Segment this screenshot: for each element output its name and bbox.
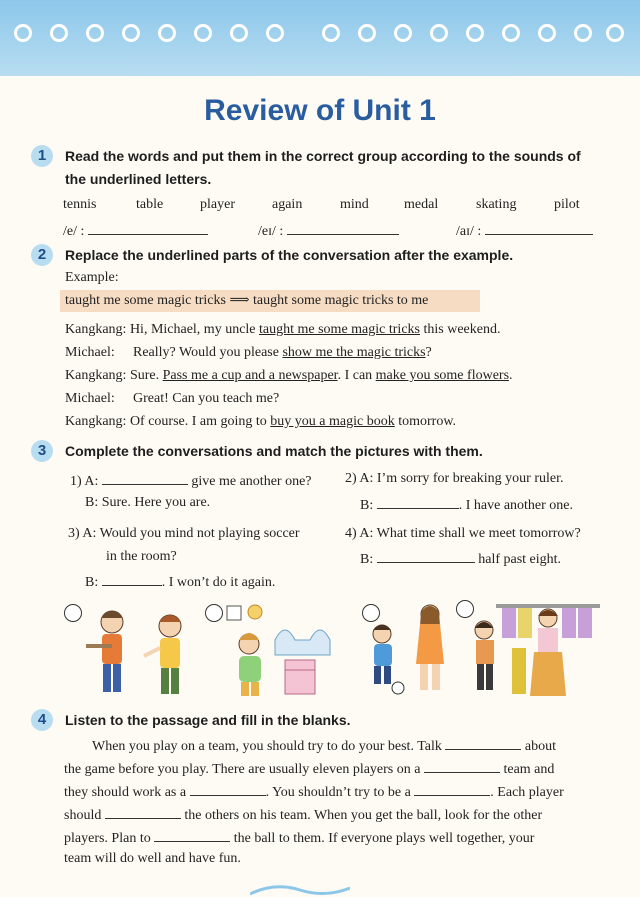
answer-blank[interactable] xyxy=(154,827,230,842)
page-title: Review of Unit 1 xyxy=(204,94,436,127)
dialogue-line: Michael: Really? Would you please show me the magic tricks? xyxy=(65,345,432,360)
dialogue-line: Kangkang: Of course. I am going to buy you a magic book tomorrow. xyxy=(65,414,457,429)
footer-wave-decoration xyxy=(250,880,350,897)
answer-blank[interactable] xyxy=(424,758,500,773)
word-player: player xyxy=(200,197,235,212)
decorative-ring xyxy=(50,24,68,42)
decorative-ring xyxy=(430,24,448,42)
word-mind: mind xyxy=(340,197,369,212)
decorative-ring xyxy=(502,24,520,42)
decorative-ring xyxy=(538,24,556,42)
sound-group-ai: /aɪ/ : xyxy=(456,220,593,241)
section-number-badge: 4 xyxy=(31,709,53,731)
sound-group-ei: /eɪ/ : xyxy=(258,220,399,241)
conversation-3-a: 3) A: Would you mind not playing soccer xyxy=(68,526,300,541)
word-table: table xyxy=(136,197,164,212)
answer-blank[interactable] xyxy=(88,220,208,235)
answer-blank[interactable] xyxy=(485,220,593,235)
word-again: again xyxy=(272,197,303,212)
example-line: taught me some magic tricks ⟹ taught some magic tricks to me xyxy=(65,293,429,308)
picture-clothes-rack xyxy=(225,600,345,700)
picture-two-boys-ruler xyxy=(84,600,204,700)
answer-blank[interactable] xyxy=(445,735,521,750)
conversation-2-b: B: . I have another one. xyxy=(360,494,573,515)
match-circle[interactable] xyxy=(64,604,82,622)
decorative-ring xyxy=(194,24,212,42)
decorative-ring xyxy=(14,24,32,42)
answer-blank[interactable] xyxy=(102,571,162,586)
word-medal: medal xyxy=(404,197,439,212)
conversation-4-a: 4) A: What time shall we meet tomorrow? xyxy=(345,526,581,541)
match-circle[interactable] xyxy=(205,604,223,622)
decorative-ring xyxy=(322,24,340,42)
section-heading: Replace the underlined parts of the conversation after the example. xyxy=(65,247,514,263)
answer-blank[interactable] xyxy=(287,220,399,235)
decorative-ring xyxy=(606,24,624,42)
passage-line: they should work as a . You shouldn’t try to be a . Each player xyxy=(64,781,564,802)
passage-line: team will do well and have fun. xyxy=(64,851,241,866)
section-heading: Complete the conversations and match the pictures with them. xyxy=(65,443,483,459)
conversation-4-b: B: half past eight. xyxy=(360,548,561,569)
section-number-badge: 1 xyxy=(31,145,53,167)
section-heading: Read the words and put them in the correct group according to the sounds of the underlined letters. xyxy=(65,148,581,187)
top-banner xyxy=(0,0,640,76)
passage-line: the game before you play. There are usually eleven players on a team and xyxy=(64,758,554,779)
decorative-ring xyxy=(86,24,104,42)
answer-blank[interactable] xyxy=(414,781,490,796)
decorative-ring xyxy=(358,24,376,42)
answer-blank[interactable] xyxy=(105,804,181,819)
decorative-ring xyxy=(466,24,484,42)
decorative-ring xyxy=(158,24,176,42)
dialogue-line: Michael: Great! Can you teach me? xyxy=(65,391,280,406)
picture-boy-soccer xyxy=(360,600,460,700)
conversation-1-b: B: Sure. Here you are. xyxy=(85,495,211,510)
answer-blank[interactable] xyxy=(377,548,475,563)
word-pilot: pilot xyxy=(554,197,580,212)
dialogue-line: Kangkang: Sure. Pass me a cup and a newspaper. I can make you some flowers. xyxy=(65,368,513,383)
section-number-badge: 3 xyxy=(31,440,53,462)
decorative-ring xyxy=(266,24,284,42)
section-heading: Listen to the passage and fill in the blanks. xyxy=(65,712,351,728)
answer-blank[interactable] xyxy=(377,494,459,509)
answer-blank[interactable] xyxy=(190,781,266,796)
sound-group-e: /e/ : xyxy=(63,220,208,241)
decorative-ring xyxy=(230,24,248,42)
section-number-badge: 2 xyxy=(31,244,53,266)
decorative-ring xyxy=(394,24,412,42)
conversation-1-a: 1) A: give me another one? xyxy=(70,470,312,491)
answer-blank[interactable] xyxy=(102,470,188,485)
passage-line: When you play on a team, you should try to do your best. Talk about xyxy=(92,735,556,756)
decorative-ring xyxy=(122,24,140,42)
decorative-ring xyxy=(574,24,592,42)
arrow-icon: ⟹ xyxy=(229,293,250,308)
passage-line: players. Plan to the ball to them. If everyone plays well together, your xyxy=(64,827,534,848)
conversation-3-a-cont: in the room? xyxy=(106,549,177,564)
word-skating: skating xyxy=(476,197,517,212)
conversation-2-a: 2) A: I’m sorry for breaking your ruler. xyxy=(345,471,564,486)
conversation-3-b: B: . I won’t do it again. xyxy=(85,571,275,592)
passage-line: should the others on his team. When you get the ball, look for the other xyxy=(64,804,542,825)
example-label: Example: xyxy=(65,270,119,285)
word-tennis: tennis xyxy=(63,197,97,212)
dialogue-line: Kangkang: Hi, Michael, my uncle taught me some magic tricks this weekend. xyxy=(65,322,501,337)
picture-shop-clerk xyxy=(472,600,602,700)
